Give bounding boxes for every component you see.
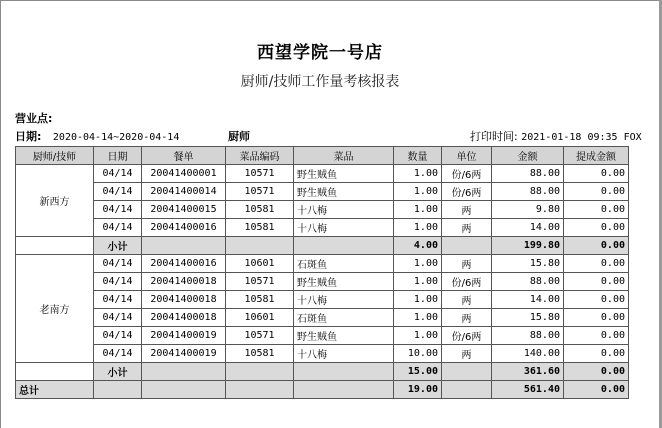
order-cell: 20041400015 [142,201,226,219]
subtotal-amount: 361.60 [492,363,564,381]
dish-code-cell: 10571 [226,327,294,345]
qty-cell: 1.00 [394,165,442,183]
date-cell: 04/14 [94,291,142,309]
print-time-label: 打印时间: [470,130,518,143]
page-edge-left [0,0,1,428]
subtotal-qty: 4.00 [394,237,442,255]
table-row [16,309,629,327]
dish-code-cell: 10571 [226,165,294,183]
subtotal-empty-cell [442,363,492,381]
unit-cell: 两 [442,291,492,309]
dish-cell: 石斑鱼 [294,255,394,273]
order-cell: 20041400014 [142,183,226,201]
amount-cell: 88.00 [492,273,564,291]
subtotal-empty-cell [142,363,226,381]
subtotal-empty-cell [442,237,492,255]
subtotal-label: 小计 [94,237,142,255]
order-cell: 20041400018 [142,309,226,327]
dish-cell: 十八梅 [294,219,394,237]
order-cell: 20041400019 [142,345,226,363]
date-cell: 04/14 [94,309,142,327]
qty-cell: 1.00 [394,255,442,273]
amount-cell: 88.00 [492,183,564,201]
unit-cell: 两 [442,309,492,327]
order-cell: 20041400018 [142,273,226,291]
unit-cell: 份/6两 [442,327,492,345]
dish-code-cell: 10601 [226,309,294,327]
subtotal-row [16,237,629,255]
chef-name-cell: 新西方 [16,165,94,237]
subtotal-empty-cell [142,237,226,255]
table-row [16,273,629,291]
qty-cell: 1.00 [394,327,442,345]
commission-cell: 0.00 [564,201,629,219]
qty-cell: 1.00 [394,201,442,219]
dish-cell: 野生贼鱼 [294,183,394,201]
subtotal-commission: 0.00 [564,237,629,255]
date-cell: 04/14 [94,165,142,183]
dish-cell: 野生贼鱼 [294,273,394,291]
subtotal-empty-cell [226,237,294,255]
unit-cell: 两 [442,255,492,273]
dish-code-cell: 10581 [226,345,294,363]
order-cell: 20041400016 [142,255,226,273]
dish-code-cell: 10581 [226,219,294,237]
total-empty-cell [442,381,492,399]
subtotal-amount: 199.80 [492,237,564,255]
table-row [16,183,629,201]
subtotal-empty-cell [226,363,294,381]
subtotal-empty-cell [294,363,394,381]
commission-cell: 0.00 [564,255,629,273]
dish-code-cell: 10581 [226,201,294,219]
unit-cell: 两 [442,201,492,219]
total-empty-cell [294,381,394,399]
grand-total-row [16,381,629,399]
subtotal-blank-cell [16,363,94,381]
order-cell: 20041400018 [142,291,226,309]
table-row [16,201,629,219]
print-time-value: 2021-01-18 09:35 FOX [521,132,642,143]
qty-cell: 1.00 [394,291,442,309]
table-row [16,165,629,183]
order-cell: 20041400016 [142,219,226,237]
amount-cell: 15.80 [492,255,564,273]
col-header-date: 日期 [94,147,142,165]
date-row [15,128,179,144]
table-row [16,255,629,273]
commission-cell: 0.00 [564,345,629,363]
dish-code-cell: 10571 [226,273,294,291]
subtotal-qty: 15.00 [394,363,442,381]
amount-cell: 15.80 [492,309,564,327]
date-cell: 04/14 [94,273,142,291]
role-label: 厨师 [228,130,250,143]
outlet-row [15,110,52,126]
commission-cell: 0.00 [564,165,629,183]
amount-cell: 88.00 [492,165,564,183]
date-range-value: 2020-04-14~2020-04-14 [52,132,180,143]
dish-cell: 野生贼鱼 [294,327,394,345]
order-cell: 20041400019 [142,327,226,345]
grand-total-amount: 561.40 [492,381,564,399]
amount-cell: 14.00 [492,219,564,237]
dish-cell: 野生贼鱼 [294,165,394,183]
col-header-dish: 菜品 [294,147,394,165]
outlet-label: 营业点: [15,112,53,125]
col-header-chef: 厨师/技师 [16,147,94,165]
subtotal-row [16,363,629,381]
report-store-title: 西望学院一号店 [257,43,383,63]
table-header-row [16,147,629,165]
total-empty-cell [142,381,226,399]
total-empty-cell [226,381,294,399]
date-cell: 04/14 [94,345,142,363]
commission-cell: 0.00 [564,291,629,309]
table-row [16,345,629,363]
amount-cell: 14.00 [492,291,564,309]
amount-cell: 88.00 [492,327,564,345]
unit-cell: 两 [442,219,492,237]
subtotal-blank-cell [16,237,94,255]
grand-total-qty: 19.00 [394,381,442,399]
commission-cell: 0.00 [564,309,629,327]
unit-cell: 两 [442,345,492,363]
unit-cell: 份/6两 [442,183,492,201]
chef-name-cell: 老南方 [16,255,94,363]
dish-cell: 十八梅 [294,345,394,363]
unit-cell: 份/6两 [442,273,492,291]
commission-cell: 0.00 [564,183,629,201]
print-time-row [470,128,642,144]
date-label: 日期: [15,130,42,143]
total-empty-cell [94,381,142,399]
qty-cell: 10.00 [394,345,442,363]
col-header-order: 餐单 [142,147,226,165]
qty-cell: 1.00 [394,219,442,237]
grand-total-commission: 0.00 [564,381,629,399]
dish-code-cell: 10571 [226,183,294,201]
table-row [16,219,629,237]
date-cell: 04/14 [94,219,142,237]
date-cell: 04/14 [94,201,142,219]
date-cell: 04/14 [94,183,142,201]
subtotal-label: 小计 [94,363,142,381]
table-row [16,291,629,309]
commission-cell: 0.00 [564,273,629,291]
col-header-commission: 提成金额 [564,147,629,165]
dish-code-cell: 10601 [226,255,294,273]
col-header-amount: 金额 [492,147,564,165]
order-cell: 20041400001 [142,165,226,183]
qty-cell: 1.00 [394,273,442,291]
role-row [228,128,250,144]
commission-cell: 0.00 [564,327,629,345]
dish-code-cell: 10581 [226,291,294,309]
col-header-dish-code: 菜品编码 [226,147,294,165]
workload-report-table [15,146,629,399]
unit-cell: 份/6两 [442,165,492,183]
page-edge-top [0,0,662,1]
date-cell: 04/14 [94,327,142,345]
subtotal-commission: 0.00 [564,363,629,381]
report-subtitle: 厨师/技师工作量考核报表 [240,74,400,90]
col-header-qty: 数量 [394,147,442,165]
subtotal-empty-cell [294,237,394,255]
dish-cell: 十八梅 [294,201,394,219]
commission-cell: 0.00 [564,219,629,237]
col-header-unit: 单位 [442,147,492,165]
amount-cell: 140.00 [492,345,564,363]
table-row [16,327,629,345]
date-cell: 04/14 [94,255,142,273]
dish-cell: 十八梅 [294,291,394,309]
dish-cell: 石斑鱼 [294,309,394,327]
grand-total-label: 总计 [16,381,94,399]
amount-cell: 9.80 [492,201,564,219]
qty-cell: 1.00 [394,183,442,201]
qty-cell: 1.00 [394,309,442,327]
